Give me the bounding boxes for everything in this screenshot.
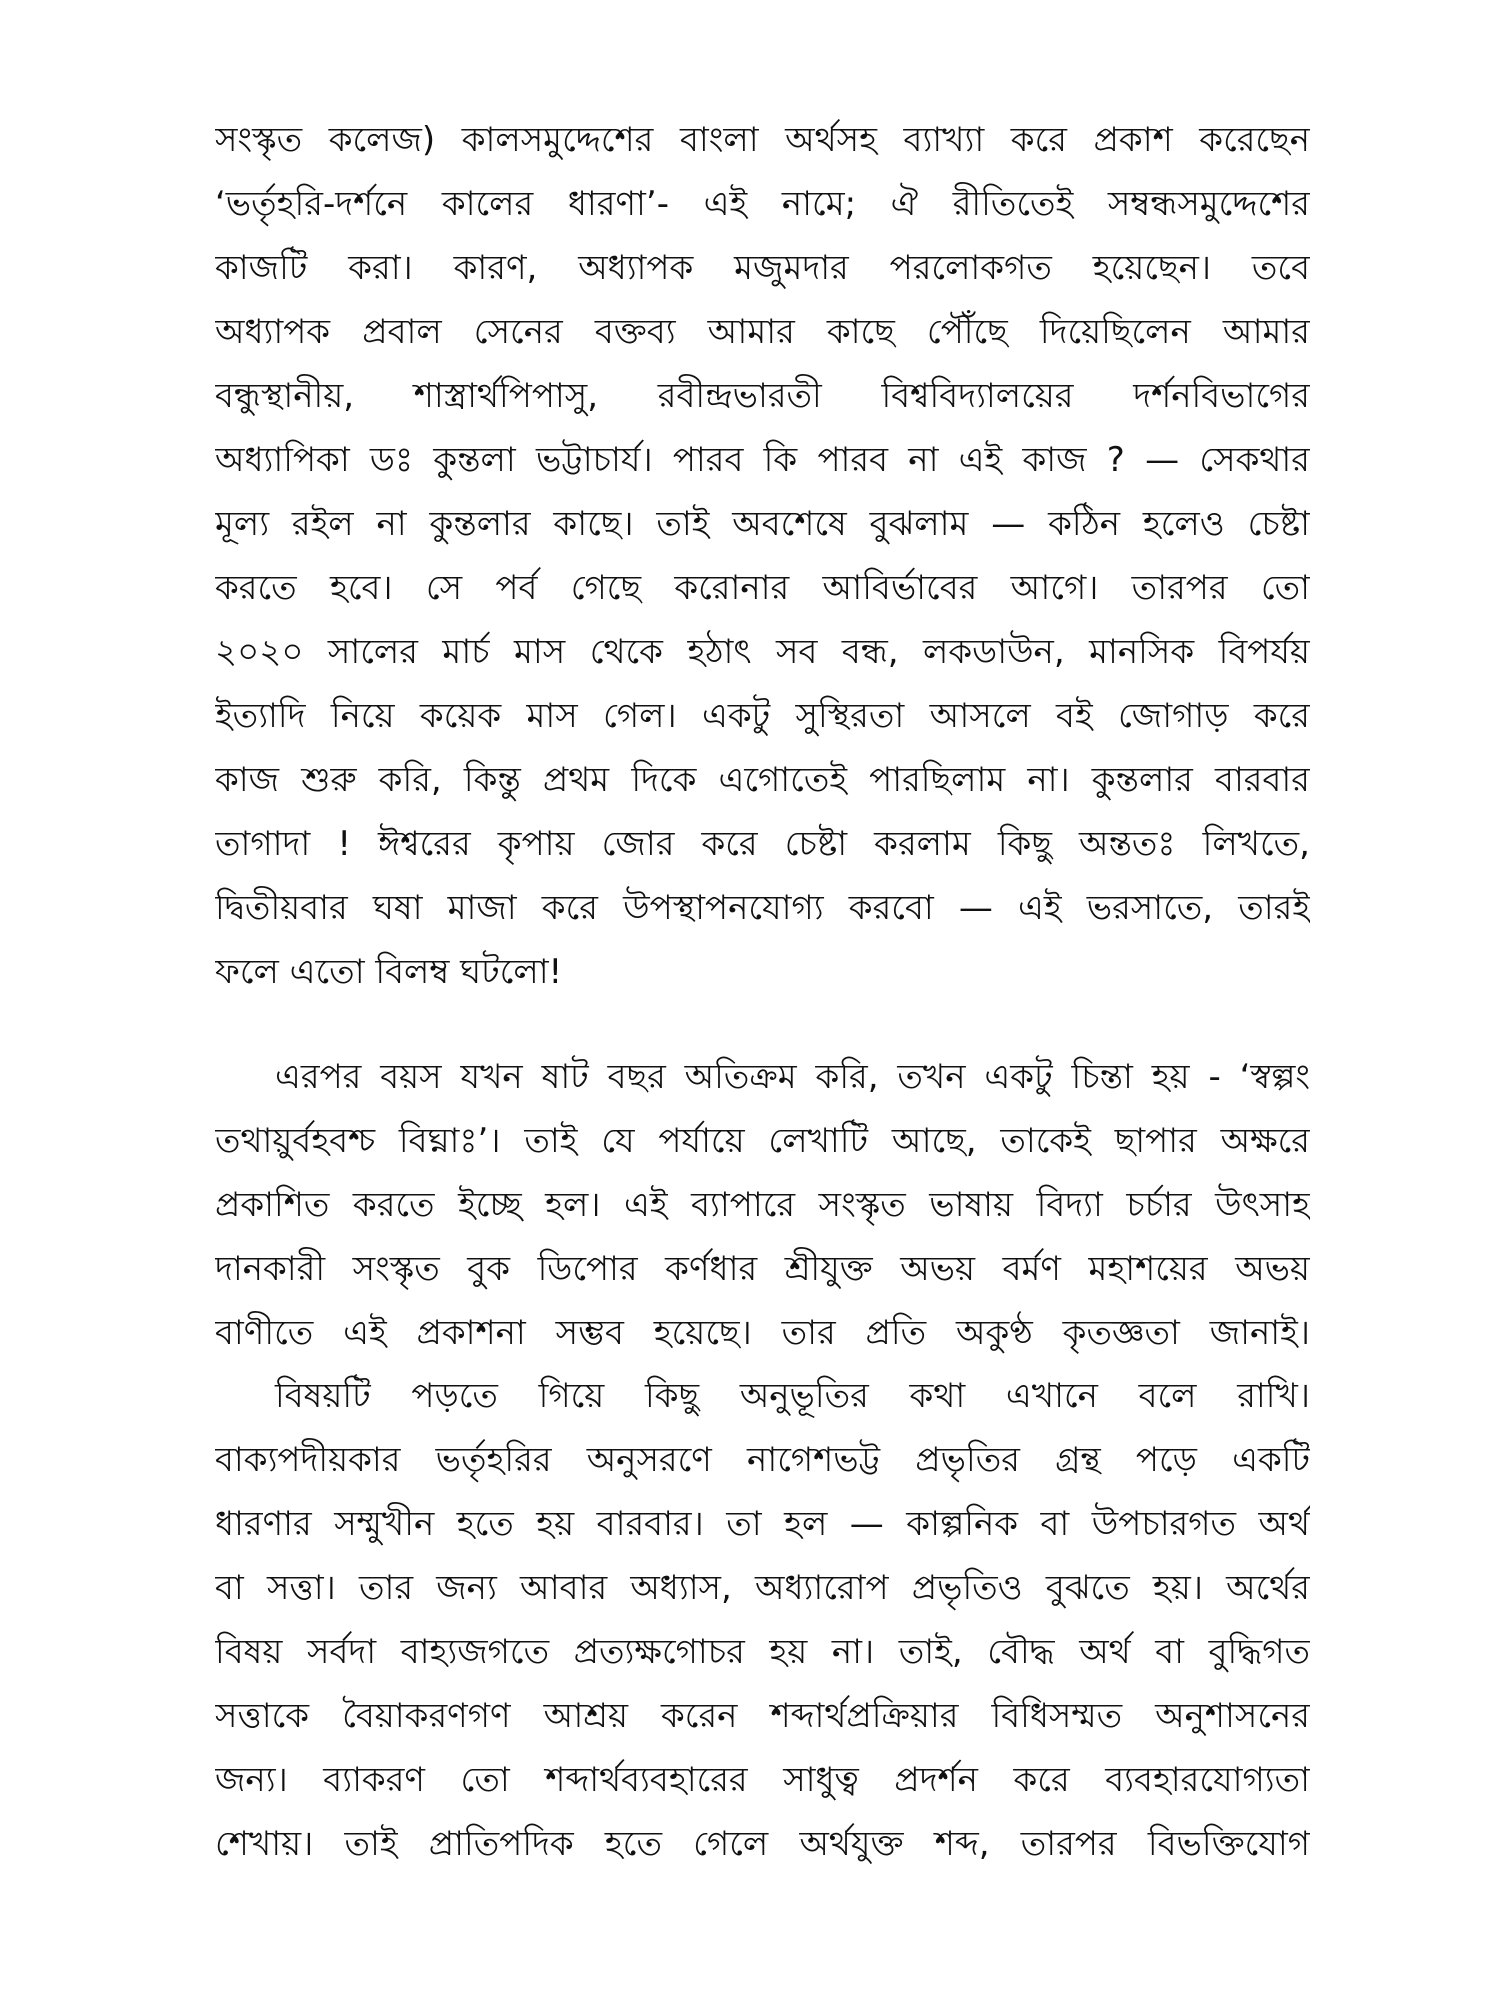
text-line: শেখায়। তাই প্রাতিপদিক হতে গেলে অর্থযুক্ত শব্দ, তারপর বিভক্তিযোগ [215, 1824, 1310, 1864]
text-line: বিষয়টি পড়তে গিয়ে কিছু অনুভূতির কথা এখানে বলে রাখি। [275, 1376, 1310, 1416]
paragraph-3 [215, 1364, 1310, 1876]
text-line: বা সত্তা। তার জন্য আবার অধ্যাস, অধ্যারোপ প্রভৃতিও বুঝতে হয়। অর্থের [215, 1568, 1310, 1608]
text-line: সত্তাকে বৈয়াকরণগণ আশ্রয় করেন শব্দার্থপ্রক্রিয়ার বিধিসম্মত অনুশাসনের [215, 1696, 1310, 1736]
text-line: প্রকাশিত করতে ইচ্ছে হল। এই ব্যাপারে সংস্কৃত ভাষায় বিদ্যা চর্চার উৎসাহ [215, 1185, 1310, 1225]
text-line: বন্ধুস্থানীয়, শাস্ত্রার্থপিপাসু, রবীন্দ্রভারতী বিশ্ববিদ্যালয়ের দর্শনবিভাগের [215, 376, 1310, 416]
text-line: দানকারী সংস্কৃত বুক ডিপোর কর্ণধার শ্রীযুক্ত অভয় বর্মণ মহাশয়ের অভয় [215, 1249, 1310, 1289]
paragraph-1 [215, 108, 1310, 1004]
text-line: ধারণার সম্মুখীন হতে হয় বারবার। তা হল — কাল্পনিক বা উপচারগত অর্থ [215, 1504, 1310, 1544]
text-line: জন্য। ব্যাকরণ তো শব্দার্থব্যবহারের সাধুত্ব প্রদর্শন করে ব্যবহারযোগ্যতা [215, 1760, 1310, 1800]
text-line: সংস্কৃত কলেজ) কালসমুদ্দেশের বাংলা অর্থসহ ব্যাখ্যা করে প্রকাশ করেছেন [215, 120, 1310, 160]
text-line: বাণীতে এই প্রকাশনা সম্ভব হয়েছে। তার প্রতি অকুণ্ঠ কৃতজ্ঞতা জানাই। [215, 1313, 1310, 1353]
text-line: এরপর বয়স যখন ষাট বছর অতিক্রম করি, তখন একটু চিন্তা হয় - ‘স্বল্পং [275, 1057, 1310, 1097]
text-line: অধ্যাপক প্রবাল সেনের বক্তব্য আমার কাছে পৌঁছে দিয়েছিলেন আমার [215, 312, 1310, 352]
text-line: ইত্যাদি নিয়ে কয়েক মাস গেল। একটু সুস্থিরতা আসলে বই জোগাড় করে [215, 696, 1310, 736]
text-line: ফলে এতো বিলম্ব ঘটলো! [215, 952, 563, 992]
paragraph-2 [215, 1045, 1310, 1365]
text-line: ২০২০ সালের মার্চ মাস থেকে হঠাৎ সব বন্ধ, লকডাউন, মানসিক বিপর্যয় [215, 632, 1310, 672]
text-line: অধ্যাপিকা ডঃ কুন্তলা ভট্টাচার্য। পারব কি পারব না এই কাজ ? — সেকথার [215, 440, 1310, 480]
text-line: কাজ শুরু করি, কিন্তু প্রথম দিকে এগোতেই পারছিলাম না। কুন্তলার বারবার [215, 760, 1310, 800]
text-line: তথায়ুর্বহবশ্চ বিঘ্নাঃ’। তাই যে পর্যায়ে লেখাটি আছে, তাকেই ছাপার অক্ষরে [215, 1121, 1310, 1161]
text-line: ‘ভর্তৃহরি-দর্শনে কালের ধারণা’- এই নামে; ঐ রীতিতেই সম্বন্ধসমুদ্দেশের [215, 184, 1310, 224]
text-line: তাগাদা ! ঈশ্বরের কৃপায় জোর করে চেষ্টা করলাম কিছু অন্ততঃ লিখতে, [215, 824, 1310, 864]
text-line: বিষয় সর্বদা বাহ্যজগতে প্রত্যক্ষগোচর হয় না। তাই, বৌদ্ধ অর্থ বা বুদ্ধিগত [215, 1632, 1310, 1672]
text-line: কাজটি করা। কারণ, অধ্যাপক মজুমদার পরলোকগত হয়েছেন। তবে [215, 248, 1310, 288]
text-line: দ্বিতীয়বার ঘষা মাজা করে উপস্থাপনযোগ্য করবো — এই ভরসাতে, তারই [215, 888, 1310, 928]
text-line: মূল্য রইল না কুন্তলার কাছে। তাই অবশেষে বুঝলাম — কঠিন হলেও চেষ্টা [215, 504, 1310, 544]
text-line: বাক্যপদীয়কার ভর্তৃহরির অনুসরণে নাগেশভট্ট প্রভৃতির গ্রন্থ পড়ে একটি [215, 1440, 1310, 1480]
text-line: করতে হবে। সে পর্ব গেছে করোনার আবির্ভাবের আগে। তারপর তো [215, 568, 1310, 608]
